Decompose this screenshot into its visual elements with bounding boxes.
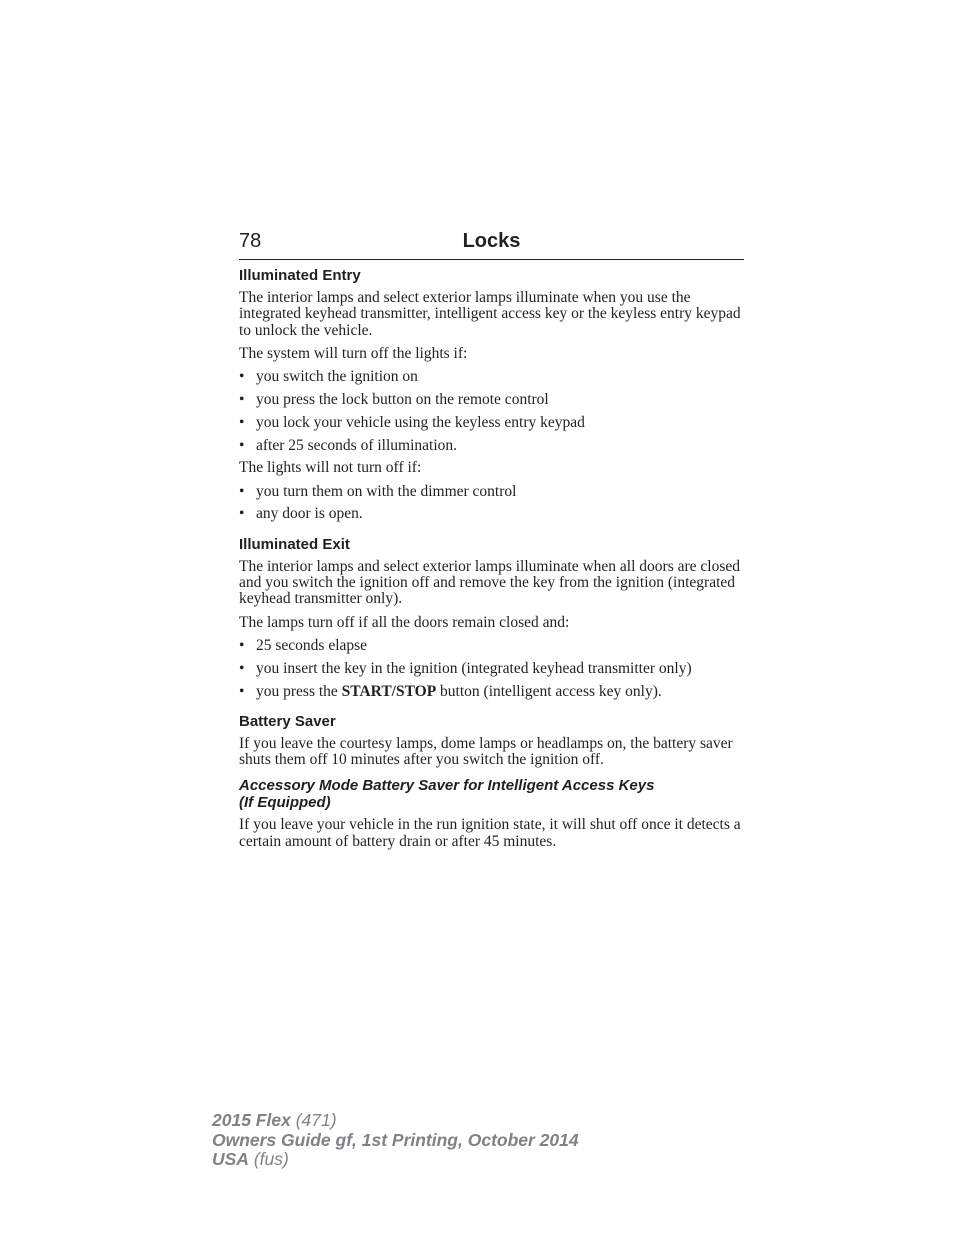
footer-region-code: (fus) (253, 1149, 289, 1169)
section-heading-battery-saver: Battery Saver (239, 712, 336, 730)
bullet: • (239, 436, 245, 454)
paragraph: The lights will not turn off if: (239, 459, 422, 477)
page-header (239, 228, 744, 260)
footer-line-3 (212, 1150, 712, 1170)
paragraph: The system will turn off the lights if: (239, 344, 468, 362)
chapter-title: Locks (462, 230, 521, 252)
list-item (239, 638, 745, 654)
list-item-text: you turn them on with the dimmer control (256, 482, 517, 500)
bullet: • (239, 636, 245, 654)
paragraph: If you leave the courtesy lamps, dome lamps or headlamps on, the battery saver shuts them off 10 minutes after you switch the ignition off. (239, 734, 733, 769)
list-item-text: you insert the key in the ignition (integrated keyhead transmitter only) (256, 659, 692, 677)
bullet: • (239, 659, 245, 677)
list-item-text: you switch the ignition on (256, 368, 418, 386)
footer-region: USA (212, 1149, 249, 1169)
page-content (239, 267, 745, 857)
list-item-text-after: button (intelligent access key only). (436, 682, 662, 700)
start-stop-label: START/STOP (341, 682, 437, 700)
list-item (239, 484, 745, 500)
paragraph: The interior lamps and select exterior lamps illuminate when you use the integrated keyhead transmitter, intelligent access key or the keyless entry keypad to unlock the vehicle. (239, 289, 741, 339)
bullet-list (239, 638, 745, 700)
page-number: 78 (239, 230, 262, 252)
list-item (239, 661, 745, 677)
footer-line-2: Owners Guide gf, 1st Printing, October 2014 (212, 1129, 579, 1150)
bullet-list (239, 369, 745, 454)
list-item (239, 392, 745, 408)
list-item (239, 684, 745, 700)
heading-line-2: (If Equipped) (239, 793, 331, 811)
paragraph: If you leave your vehicle in the run ignition state, it will shut off once it detects a certain amount of battery drain or after 45 minutes. (239, 816, 741, 850)
list-item-text: you press the lock button on the remote control (256, 390, 549, 408)
bullet: • (239, 413, 245, 431)
list-item (239, 506, 745, 522)
list-item (239, 415, 745, 431)
paragraph: The interior lamps and select exterior lamps illuminate when all doors are closed and you switch the ignition off and remove the key from the ignition (integrated keyhead transmitter only). (239, 557, 741, 608)
footer-model: 2015 Flex (212, 1110, 291, 1130)
list-item-text: after 25 seconds of illumination. (256, 436, 458, 454)
list-item-text: any door is open. (256, 505, 363, 523)
bullet-list (239, 484, 745, 523)
bullet: • (239, 682, 245, 700)
heading-line-1: Accessory Mode Battery Saver for Intelligent Access Keys (239, 777, 655, 795)
section-heading-accessory-mode (239, 778, 745, 811)
list-item-text: you lock your vehicle using the keyless entry keypad (256, 413, 585, 431)
footer-line-1 (212, 1111, 712, 1131)
list-item (239, 438, 745, 454)
list-item (239, 369, 745, 385)
bullet: • (239, 390, 245, 408)
bullet: • (239, 368, 245, 386)
list-item-text: 25 seconds elapse (256, 636, 368, 654)
page-footer (212, 1111, 712, 1170)
bullet: • (239, 505, 245, 523)
bullet: • (239, 482, 245, 500)
footer-code: (471) (295, 1110, 337, 1130)
paragraph: The lamps turn off if all the doors remain closed and: (239, 613, 570, 631)
section-heading-illuminated-entry: Illuminated Entry (239, 267, 361, 284)
section-heading-illuminated-exit: Illuminated Exit (239, 535, 350, 553)
list-item-text-before: you press the (256, 682, 342, 700)
